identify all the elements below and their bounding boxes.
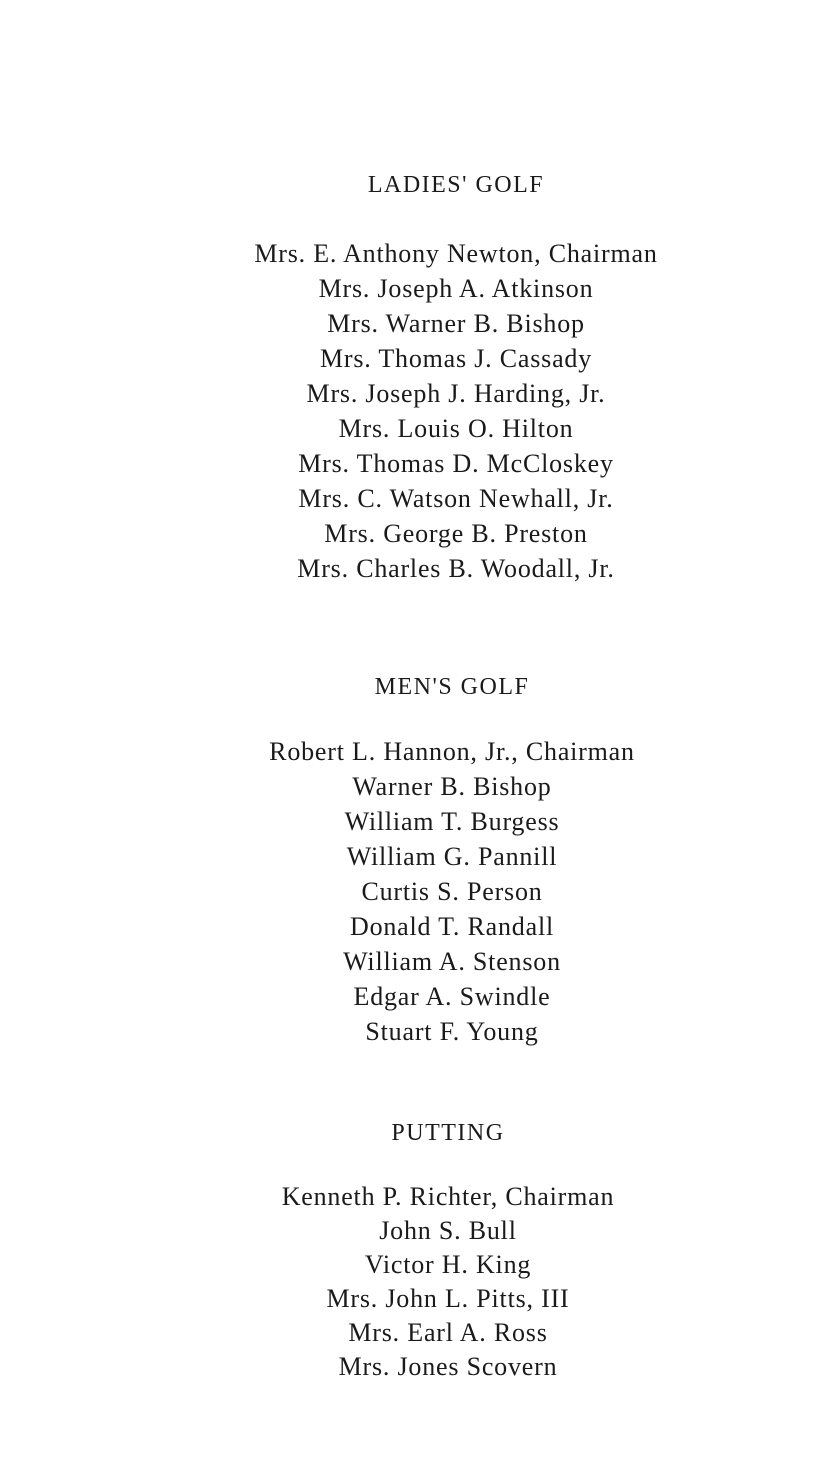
committee-member: Mrs. George B. Preston (324, 519, 588, 548)
committee-member: Mrs. Louis O. Hilton (338, 414, 574, 443)
committee-member: Mrs. Warner B. Bishop (327, 309, 585, 338)
ladies-golf-committee (0, 170, 832, 586)
committee-member: Victor H. King (364, 1250, 532, 1279)
committee-chairman: Mrs. E. Anthony Newton, Chairman (254, 239, 658, 268)
member-list (0, 734, 832, 1049)
committee-member: Donald T. Randall (350, 912, 554, 941)
committee-member: William G. Pannill (346, 842, 558, 871)
committee-member: Curtis S. Person (361, 877, 543, 906)
committee-member: Edgar A. Swindle (353, 982, 551, 1011)
committee-member: Mrs. C. Watson Newhall, Jr. (298, 484, 614, 513)
committee-member: Mrs. John L. Pitts, III (326, 1284, 570, 1313)
member-list (0, 1180, 832, 1384)
committee-member: Mrs. Joseph J. Harding, Jr. (306, 379, 606, 408)
committee-member: Mrs. Joseph A. Atkinson (318, 274, 594, 303)
committee-heading: MEN'S GOLF (374, 674, 530, 700)
committee-member: Warner B. Bishop (352, 772, 552, 801)
committee-member: Mrs. Thomas D. McCloskey (298, 449, 614, 478)
committee-chairman: Robert L. Hannon, Jr., Chairman (269, 737, 635, 766)
committee-heading: PUTTING (391, 1120, 505, 1146)
committee-chairman: Kenneth P. Richter, Chairman (281, 1182, 615, 1211)
committee-member: Mrs. Jones Scovern (338, 1352, 558, 1381)
committee-member: William T. Burgess (344, 807, 560, 836)
committee-heading: LADIES' GOLF (367, 172, 545, 198)
putting-committee (0, 1118, 832, 1384)
committee-member: Mrs. Charles B. Woodall, Jr. (297, 554, 615, 583)
committee-member: Stuart F. Young (365, 1017, 539, 1046)
committee-member: Mrs. Earl A. Ross (348, 1318, 548, 1347)
committee-member: Mrs. Thomas J. Cassady (319, 344, 593, 373)
committee-member: John S. Bull (379, 1216, 517, 1245)
mens-golf-committee (0, 672, 832, 1049)
member-list (0, 236, 832, 586)
committee-member: William A. Stenson (343, 947, 561, 976)
